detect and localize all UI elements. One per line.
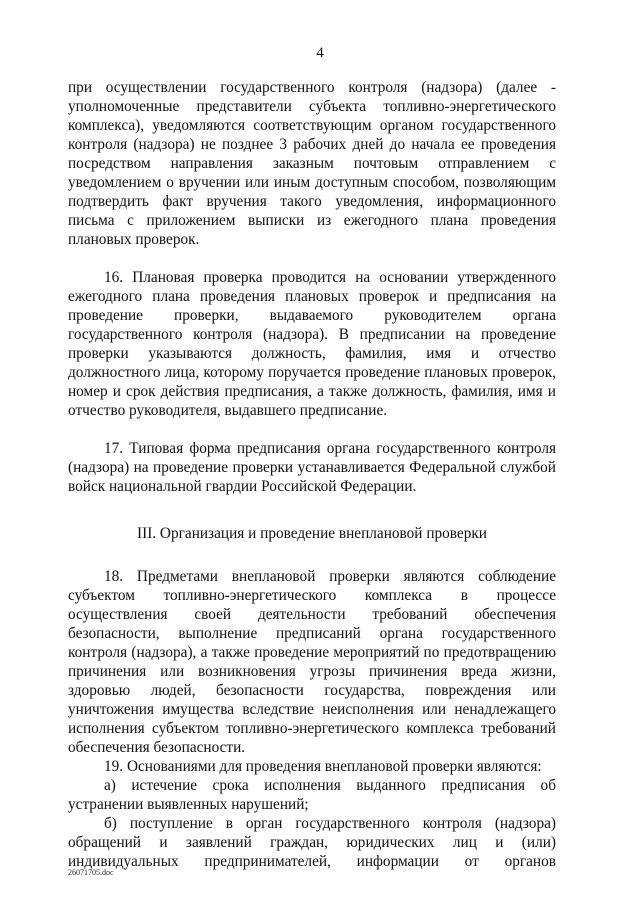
page-number: 4 — [316, 45, 324, 61]
document-body — [68, 79, 556, 872]
section-heading: III. Организация и проведение внеплановой проверки — [137, 525, 487, 542]
paragraph-19-a: а) истечение срока исполнения выданного предписания об устранении выявленных нарушений; — [68, 777, 556, 813]
paragraph-16: 16. Плановая проверка проводится на основании утвержденного ежегодного плана проведения плановых проверок и предписания на проведение проверки, выдаваемого руководителем органа государственного контроля (надзора). В предписании на проведение проверки указываются должность, фамилия, имя и отчество должностного лица, которому поручается проведение плановых проверок, номер и срок действия предписания, а также должность, фамилия, имя и отчество руководителя, выдавшего предписание. — [68, 269, 556, 419]
paragraph-continuation: при осуществлении государственного контроля (надзора) (далее - уполномоченные представители субъекта топливно-энергетического комплекса), уведомляются соответствующим органом государственного контроля (надзора) не позднее 3 рабочих дней до начала ее проведения посредством направления заказным почтовым отправлением с уведомлением о вручении или иным доступным способом, позволяющим подтвердить факт вручения такого уведомления, информационного письма с приложением выписки из ежегодного плана проведения плановых проверок. — [68, 79, 556, 248]
paragraph-19-b: б) поступление в орган государственного контроля (надзора) обращений и заявлений граждан, юридических лиц и (или) индивидуальных предпринимателей, информации от органов — [68, 815, 556, 870]
paragraph-17: 17. Типовая форма предписания органа государственного контроля (надзора) на проведение проверки устанавливается Федеральной службой войск национальной гвардии Российской Федерации. — [68, 440, 556, 495]
footer-file-code: 26071705.doc — [68, 868, 114, 877]
paragraph-19: 19. Основаниями для проведения внеплановой проверки являются: — [104, 758, 542, 775]
paragraph-18: 18. Предметами внеплановой проверки являются соблюдение субъектом топливно-энергетического комплекса в процессе осуществления своей деятельности требований обеспечения безопасности, выполнение предписаний органа государственного контроля (надзора), а также проведение мероприятий по предотвращению причинения или возникновения угрозы причинения вреда жизни, здоровью людей, безопасности государства, повреждения или уничтожения имущества вследствие неисполнения или ненадлежащего исполнения субъектом топливно-энергетического комплекса требований обеспечения безопасности. — [68, 568, 556, 756]
